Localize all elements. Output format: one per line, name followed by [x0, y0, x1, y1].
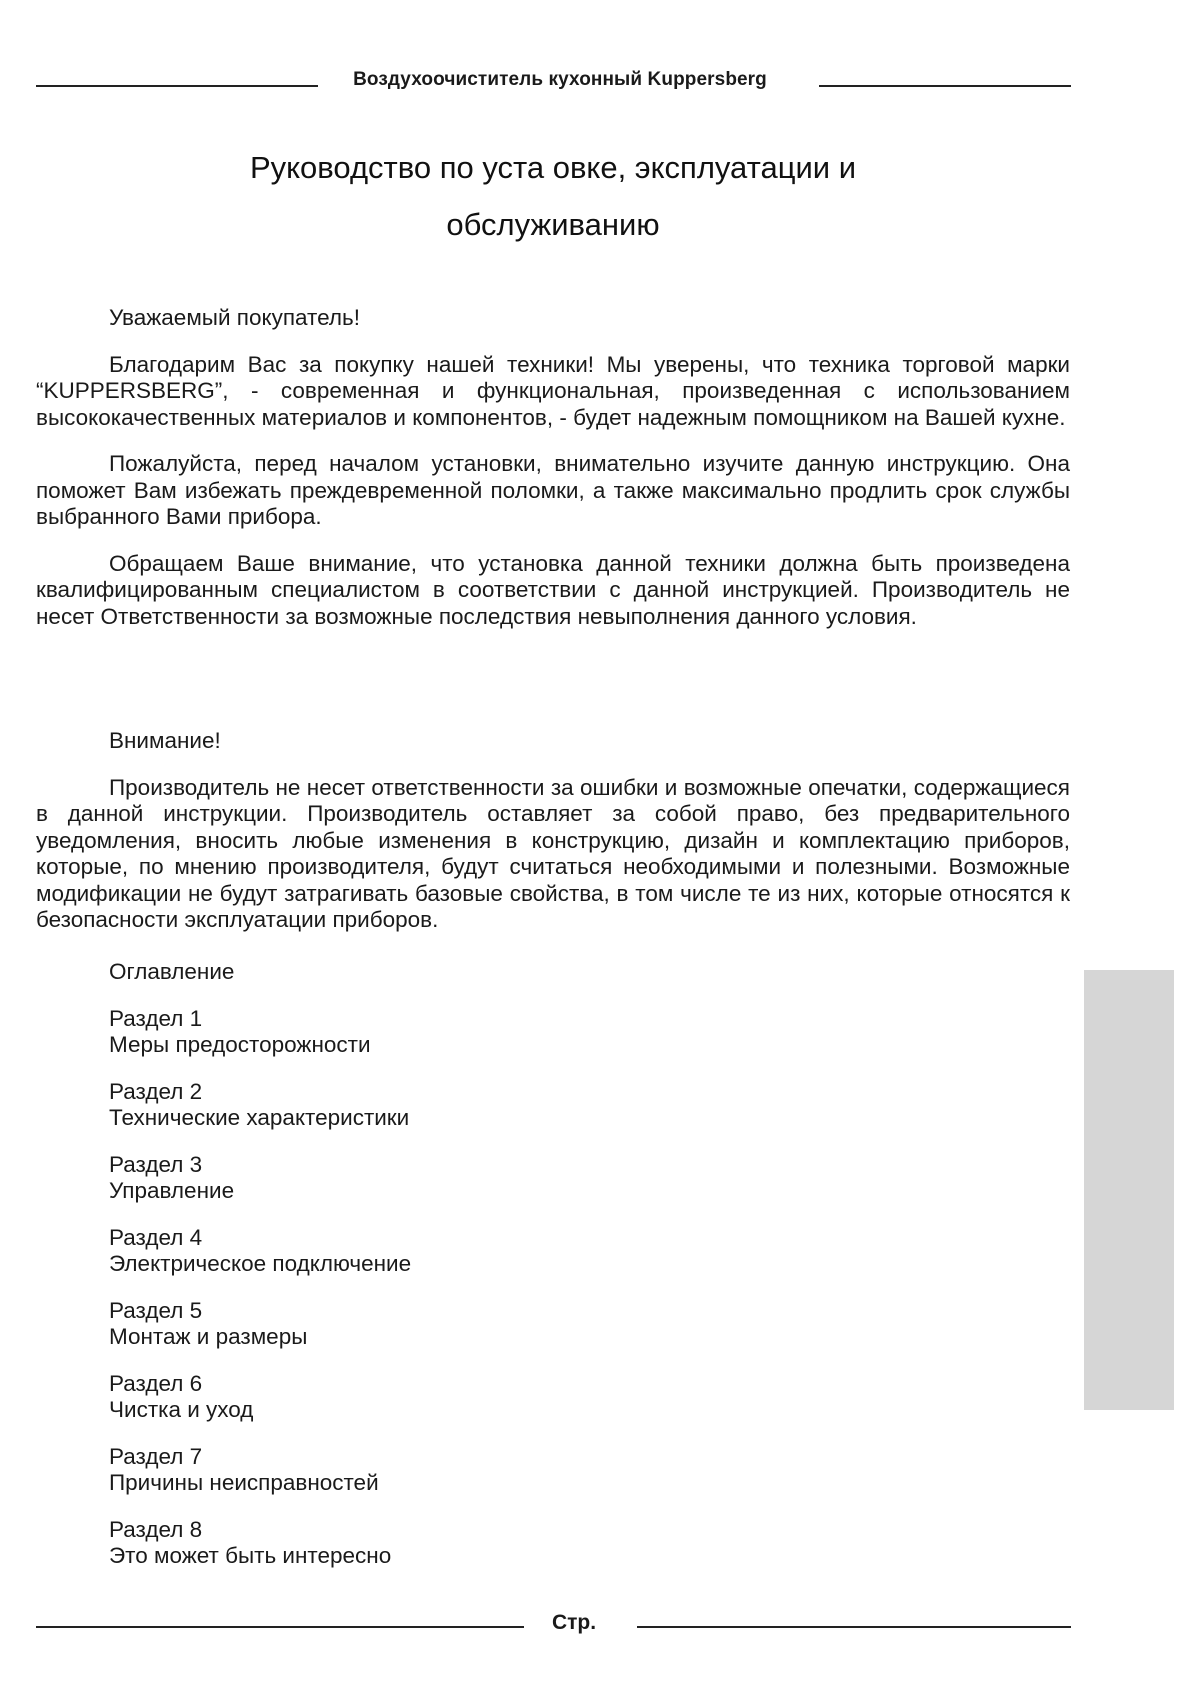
side-tab-marker	[1084, 970, 1174, 1410]
paragraph-read-instructions: Пожалуйста, перед началом установки, внимательно изучите данную инструкцию. Она поможет Вам избежать преждевременной поломки, а также максимально продлить срок службы выбранного Вами прибора.	[36, 451, 1070, 529]
toc-section	[109, 1517, 411, 1570]
toc-section-label: Раздел 8	[109, 1516, 203, 1542]
header-rule-right	[819, 85, 1071, 87]
toc-section-title: Монтаж и размеры	[109, 1324, 308, 1349]
toc-section	[109, 1152, 411, 1205]
toc-section-title: Чистка и уход	[109, 1397, 254, 1422]
footer-rule-left	[36, 1626, 524, 1628]
toc-section-title: Это может быть интересно	[109, 1543, 392, 1568]
toc-section-title: Электрическое подключение	[109, 1251, 412, 1276]
toc-section	[109, 1444, 411, 1497]
paragraph-qualified-installation: Обращаем Ваше внимание, что установка данной техники должна быть произведена квалифицированным специалистом в соответствии с данной инструкцией. Производитель не несет Ответственности за возможные последствия невыполнения данного условия.	[36, 550, 1070, 629]
attention-text: Производитель не несет ответственности за ошибки и возможные опечатки, содержащиеся в данной инструкции. Производитель оставляет за собой право, без предварительного уведомления, вносить любые изменения в конструкцию, дизайн и комплектацию приборов, которые, по мнению производителя, будут считаться необходимыми и полезными. Возможные модификации не будут затрагивать базовые свойства, в том числе те из них, которые относятся к безопасности эксплуатации приборов.	[36, 774, 1070, 932]
toc-section-title: Причины неисправностей	[109, 1470, 379, 1495]
toc-section-title: Технические характеристики	[109, 1105, 410, 1130]
greeting: Уважаемый покупатель!	[109, 305, 360, 330]
toc-section-label: Раздел 1	[109, 1005, 203, 1031]
footer-page-label: Стр.	[551, 1611, 597, 1634]
toc-section	[109, 1006, 411, 1059]
table-of-contents	[109, 959, 411, 1590]
attention-heading: Внимание!	[109, 728, 221, 753]
toc-section	[109, 1298, 411, 1351]
toc-section-label: Раздел 4	[109, 1224, 203, 1250]
paragraph-thanks: Благодарим Вас за покупку нашей техники! Мы уверены, что техника торговой марки “KUPPERSBERG”, - современная и функциональная, произведенная с использованием высококачественных материалов и компонентов, - будет надежным помощником на Вашей кухне.	[36, 351, 1070, 430]
toc-section	[109, 1371, 411, 1424]
header-title: Воздухоочиститель кухонный Kuppersberg	[353, 69, 767, 90]
toc-heading: Оглавление	[109, 959, 235, 984]
toc-section-title: Меры предосторожности	[109, 1032, 371, 1057]
attention-section	[36, 728, 1070, 954]
footer-rule-right	[637, 1626, 1071, 1628]
toc-section-title: Управление	[109, 1178, 235, 1203]
toc-section	[109, 1079, 411, 1132]
document-title-line1: Руководство по уста овке, эксплуатации и	[249, 150, 857, 185]
toc-section-label: Раздел 2	[109, 1078, 203, 1104]
document-title-line2: обслуживанию	[446, 207, 660, 242]
toc-section-label: Раздел 6	[109, 1370, 203, 1396]
toc-section	[109, 1225, 411, 1278]
toc-section-label: Раздел 5	[109, 1297, 203, 1323]
intro-section	[36, 305, 1070, 650]
toc-section-label: Раздел 7	[109, 1443, 203, 1469]
toc-section-label: Раздел 3	[109, 1151, 203, 1177]
